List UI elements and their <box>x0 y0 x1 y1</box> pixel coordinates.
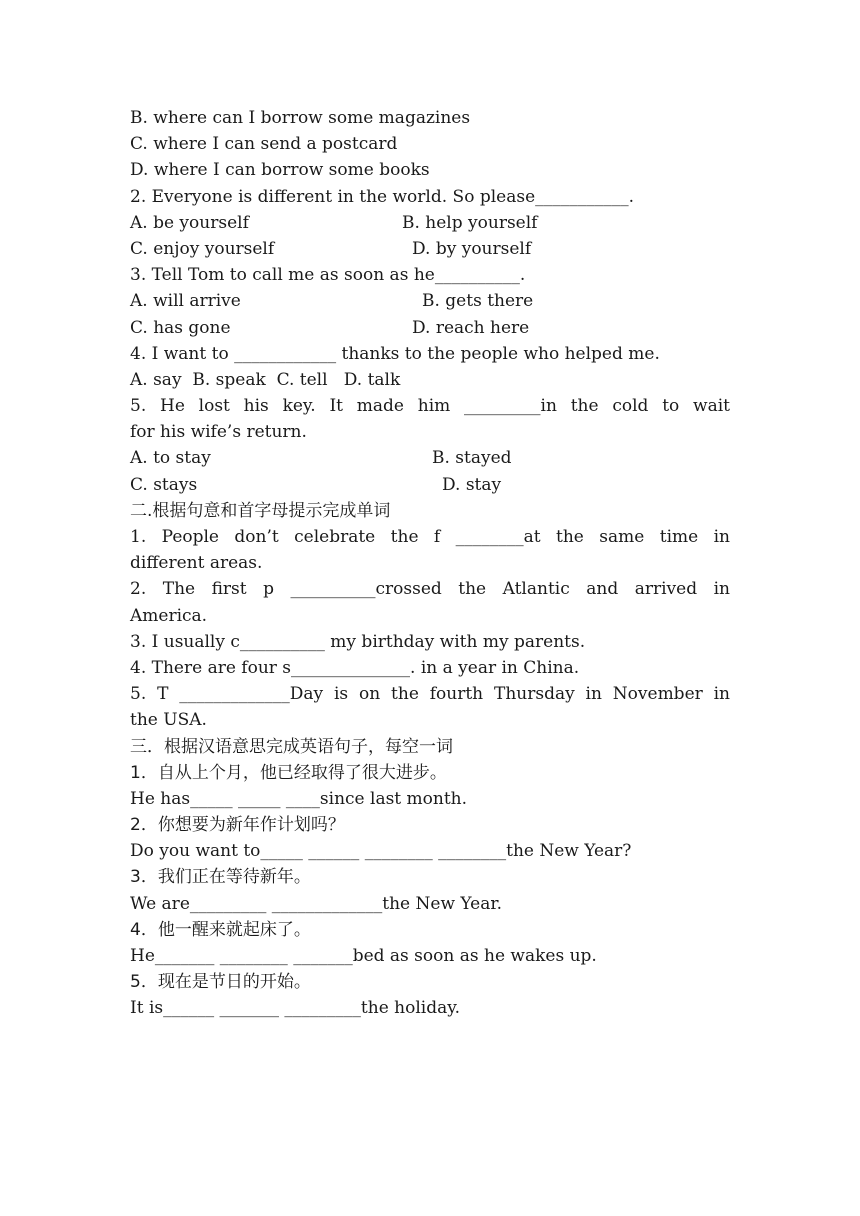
s3-item5-english: It is______ _______ _________the holiday. <box>130 998 460 1019</box>
s3-item4-english: He_______ ________ _______bed as soon as he wakes up. <box>130 946 597 966</box>
s2-item5-line2: the USA. <box>130 710 207 731</box>
q3-options-row2 <box>130 315 730 341</box>
q5-option-b: B. stayed <box>432 448 512 469</box>
q3-option-c: C. has gone <box>130 317 231 338</box>
q5-stem-line1: 5. He lost his key. It made him _________in the cold to wait <box>130 396 730 417</box>
worksheet-page <box>130 105 730 1022</box>
q3-option-b: B. gets there <box>422 291 534 312</box>
s3-item2-chinese: 2．你想要为新年作计划吗？ <box>130 815 345 836</box>
q5-option-a: A. to stay <box>130 448 211 469</box>
q2-option-d: D. by yourself <box>412 238 532 259</box>
section3-title: 三．根据汉语意思完成英语句子，每空一词 <box>130 736 453 757</box>
q1-option-d: D. where I can borrow some books <box>130 160 430 181</box>
s3-item4-chinese: 4．他一醒来就起床了。 <box>130 919 311 940</box>
s3-item3-english: We are_________ _____________the New Year. <box>130 893 503 914</box>
section2-title: 二.根据句意和首字母提示完成单词 <box>130 500 391 521</box>
s3-item3-chinese: 3．我们正在等待新年。 <box>130 867 311 888</box>
s2-item2-line2: America. <box>130 605 208 626</box>
q2-option-b: B. help yourself <box>402 212 538 233</box>
q4-options: A. say B. speak C. tell D. talk <box>130 369 401 390</box>
q5-options-row2 <box>130 472 730 498</box>
q3-option-d: D. reach here <box>412 317 530 338</box>
s3-item5-chinese: 5．现在是节日的开始。 <box>130 972 311 993</box>
s3-item1-english: He has_____ _____ ____since last month. <box>130 788 468 809</box>
q1-option-b: B. where can I borrow some magazines <box>130 108 471 128</box>
s2-item3: 3. I usually c__________ my birthday with my parents. <box>130 631 586 652</box>
s2-item1-line2: different areas. <box>130 553 263 574</box>
s2-item1-line1: 1. People don’t celebrate the f ________at the same time in <box>130 527 730 547</box>
s3-item2-english: Do you want to_____ ______ ________ ________the New Year? <box>130 841 632 862</box>
q1-option-c: C. where I can send a postcard <box>130 134 398 155</box>
s2-item4: 4. There are four s______________. in a year in China. <box>130 657 580 678</box>
q5-option-d: D. stay <box>442 474 502 495</box>
q2-option-c: C. enjoy yourself <box>130 238 275 259</box>
q2-options-row2 <box>130 236 730 262</box>
s2-item2-line1: 2. The first p __________crossed the Atlantic and arrived in <box>130 579 730 600</box>
q3-stem: 3. Tell Tom to call me as soon as he__________. <box>130 265 526 286</box>
q5-options-row1 <box>130 445 730 471</box>
s3-item1-chinese: 1．自从上个月，他已经取得了很大进步。 <box>130 762 447 783</box>
q5-stem-line2: for his wife’s return. <box>130 422 307 443</box>
s2-item5-line1: 5. T _____________Day is on the fourth Thursday in November in <box>130 684 730 705</box>
q5-option-c: C. stays <box>130 474 198 495</box>
q2-stem: 2. Everyone is different in the world. So please___________. <box>130 186 635 207</box>
q4-stem: 4. I want to ____________ thanks to the people who helped me. <box>130 343 660 364</box>
q2-options-row1 <box>130 210 730 236</box>
q3-options-row1 <box>130 288 730 314</box>
q2-option-a: A. be yourself <box>130 212 249 233</box>
q3-option-a: A. will arrive <box>130 291 241 312</box>
